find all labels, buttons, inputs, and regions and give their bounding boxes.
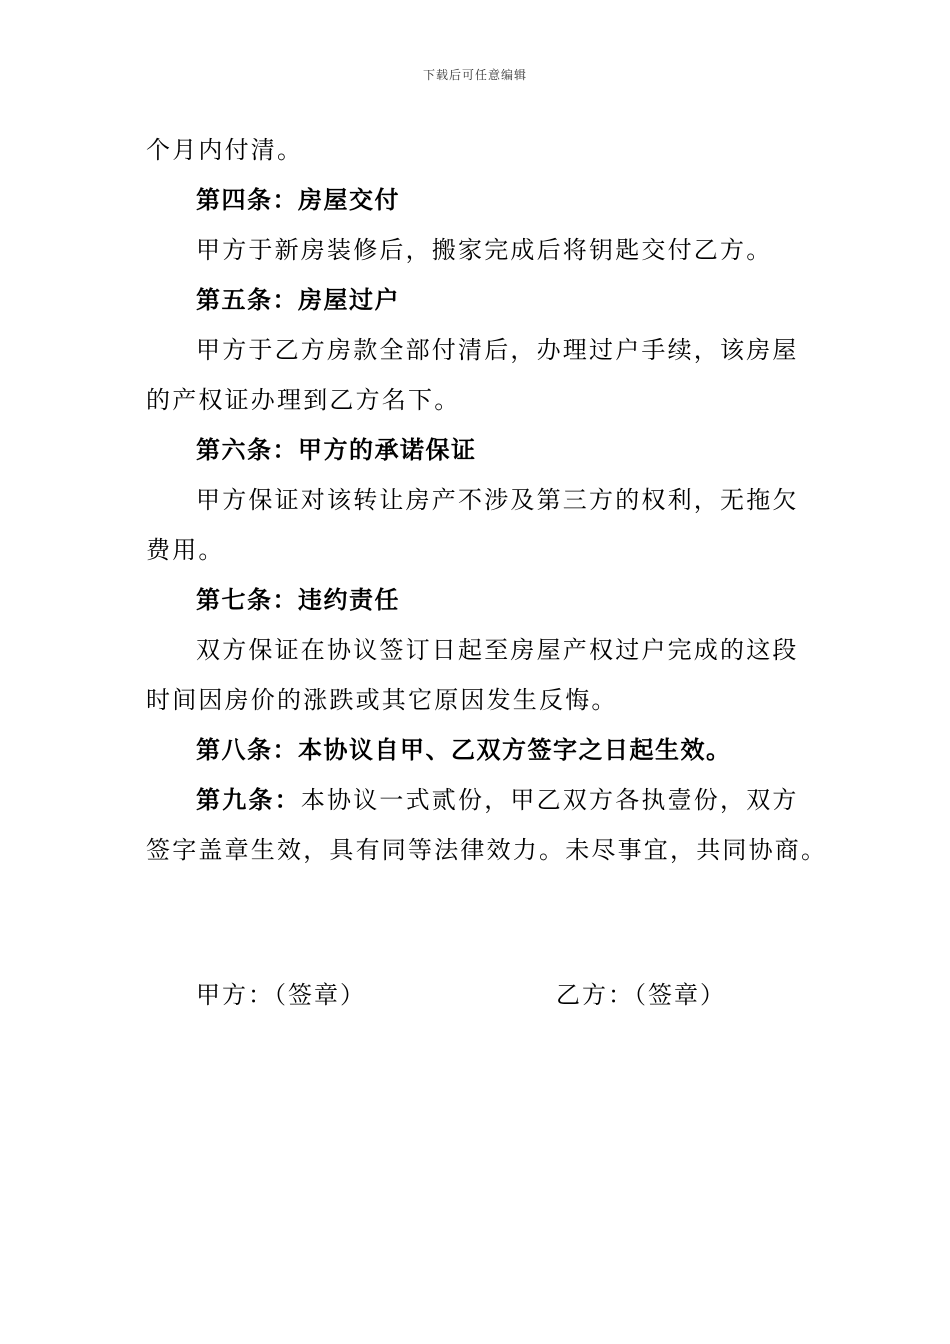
article-9-text: 本协议一式贰份，甲乙双方各执壹份，双方 (300, 786, 799, 814)
article-6-body-line-1: 甲方保证对该转让房产不涉及第三方的权利，无拖欠 (196, 486, 799, 514)
article-5-body-line-2: 的产权证办理到乙方名下。 (146, 386, 461, 414)
article-8-heading: 第八条：本协议自甲、乙双方签字之日起生效。 (196, 735, 732, 764)
article-7-body-line-2: 时间因房价的涨跌或其它原因发生反悔。 (146, 686, 618, 714)
article-6-heading: 第六条：甲方的承诺保证 (196, 435, 477, 464)
article-9-body-line-2: 签字盖章生效，具有同等法律效力。未尽事宜，共同协商。 (146, 836, 828, 864)
article-7-body-line-1: 双方保证在协议签订日起至房屋产权过户完成的这段 (196, 636, 799, 664)
article-4-heading: 第四条：房屋交付 (196, 185, 400, 214)
article-4-body: 甲方于新房装修后，搬家完成后将钥匙交付乙方。 (196, 236, 773, 264)
signature-block (196, 970, 796, 1020)
article-5-body-line-1: 甲方于乙方房款全部付清后，办理过户手续，该房屋 (196, 336, 799, 364)
article-6-body-line-2: 费用。 (146, 536, 225, 564)
document-body (146, 125, 828, 875)
party-a-signature: 甲方：（签章） (196, 981, 366, 1009)
article-9-body-line-1 (146, 775, 808, 825)
article-5-heading: 第五条：房屋过户 (196, 285, 400, 314)
text-line: 个月内付清。 (146, 136, 304, 164)
article-7-heading: 第七条：违约责任 (196, 585, 400, 614)
party-b-signature: 乙方：（签章） (556, 981, 726, 1009)
header-note: 下载后可任意编辑 (422, 68, 527, 82)
article-9-label: 第九条： (196, 785, 301, 814)
